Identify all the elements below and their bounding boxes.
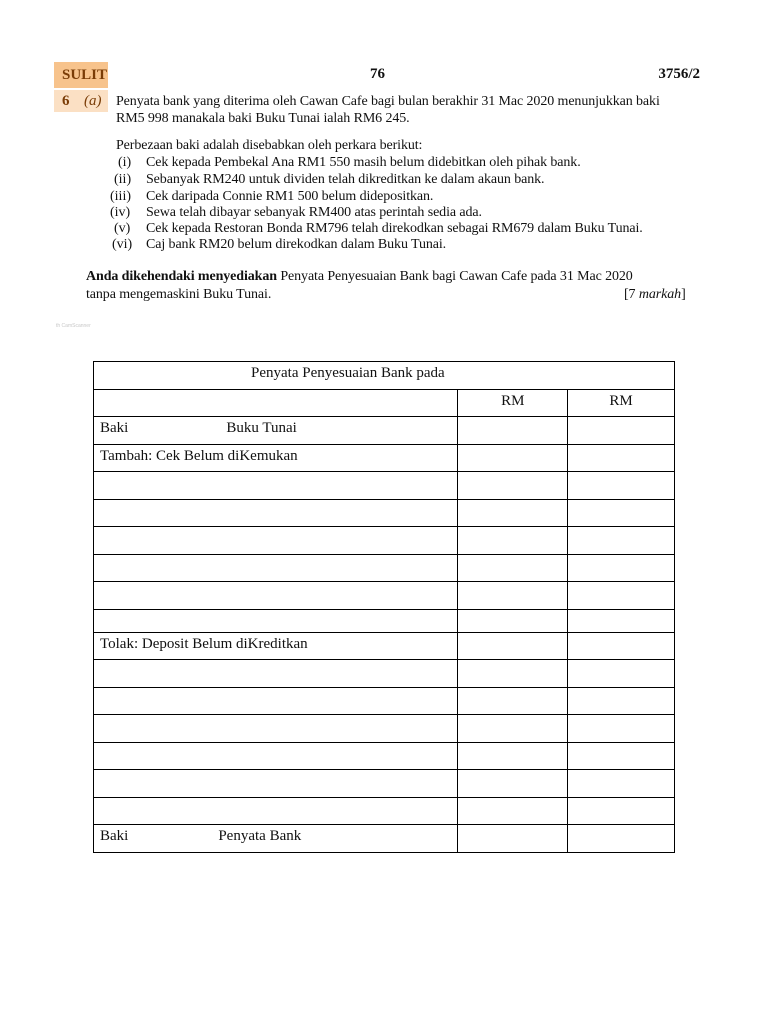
answer-cell[interactable] <box>458 770 568 798</box>
item-number: (vi) <box>112 237 133 252</box>
table-row <box>94 554 675 582</box>
item-text: Sebanyak RM240 untuk dividen telah dikreditkan ke dalam akaun bank. <box>146 172 545 187</box>
answer-cell[interactable] <box>458 472 568 500</box>
answer-cell[interactable] <box>458 715 568 743</box>
paper-code: 3756/2 <box>658 66 700 82</box>
answer-cell[interactable] <box>568 499 675 527</box>
answer-cell[interactable] <box>94 770 458 798</box>
baki-penyata-bank-label: Baki Penyata Bank <box>94 825 458 853</box>
table-header-row <box>94 389 675 417</box>
instruction-bold: Anda dikehendaki menyediakan <box>86 269 277 284</box>
answer-cell[interactable] <box>458 660 568 688</box>
table-row <box>94 687 675 715</box>
table-row-baki-penyata-bank <box>94 825 675 853</box>
page-number: 76 <box>370 66 385 82</box>
bank-reconciliation-table <box>93 361 675 853</box>
item-number: (v) <box>114 221 131 236</box>
answer-cell[interactable] <box>458 632 568 660</box>
answer-cell[interactable] <box>568 770 675 798</box>
item-text: Sewa telah dibayar sebanyak RM400 atas perintah sedia ada. <box>146 205 482 220</box>
tambah-label: Tambah: Cek Belum diKemukan <box>94 444 458 472</box>
answer-cell[interactable] <box>94 554 458 582</box>
item-number: (i) <box>118 155 132 170</box>
question-scan <box>54 60 704 350</box>
differences-heading: Perbezaan baki adalah disebabkan oleh perkara berikut: <box>116 138 423 153</box>
table-row-tambah <box>94 444 675 472</box>
table-title: Penyata Penyesuaian Bank pada <box>94 362 675 390</box>
table-row <box>94 797 675 825</box>
intro-line-2: RM5 998 manakala baki Buku Tunai ialah RM6 245. <box>116 111 410 126</box>
answer-cell[interactable] <box>568 687 675 715</box>
answer-cell[interactable] <box>568 609 675 632</box>
answer-cell[interactable] <box>458 417 568 445</box>
item-number: (ii) <box>114 172 132 187</box>
item-number: (iii) <box>110 189 131 204</box>
answer-cell[interactable] <box>568 472 675 500</box>
table-row <box>94 660 675 688</box>
table-row <box>94 472 675 500</box>
answer-cell[interactable] <box>458 797 568 825</box>
answer-cell[interactable] <box>94 527 458 555</box>
question-part: (a) <box>84 93 102 109</box>
answer-cell[interactable] <box>568 417 675 445</box>
answer-cell[interactable] <box>568 715 675 743</box>
answer-cell[interactable] <box>94 797 458 825</box>
answer-cell[interactable] <box>568 632 675 660</box>
item-text: Cek kepada Restoran Bonda RM796 telah direkodkan sebagai RM679 dalam Buku Tunai. <box>146 221 643 236</box>
answer-cell[interactable] <box>568 582 675 610</box>
table-row <box>94 609 675 632</box>
answer-cell[interactable] <box>94 715 458 743</box>
table-row <box>94 582 675 610</box>
column-header-rm: RM <box>568 389 675 417</box>
table-row <box>94 770 675 798</box>
instruction-line-2: tanpa mengemaskini Buku Tunai. <box>86 287 272 302</box>
table-row-tolak <box>94 632 675 660</box>
table-row <box>94 499 675 527</box>
instruction-rest: Penyata Penyesuaian Bank bagi Cawan Cafe pada 31 Mac 2020 <box>280 269 633 284</box>
scanner-watermark: th CamScanner <box>56 323 91 329</box>
tolak-label: Tolak: Deposit Belum diKreditkan <box>94 632 458 660</box>
baki-buku-tunai-label: Baki Buku Tunai <box>94 417 458 445</box>
table-row <box>94 715 675 743</box>
answer-cell[interactable] <box>94 660 458 688</box>
answer-cell[interactable] <box>94 582 458 610</box>
item-number: (iv) <box>110 205 131 220</box>
item-text: Cek daripada Connie RM1 500 belum didepositkan. <box>146 189 434 204</box>
intro-line-1: Penyata bank yang diterima oleh Cawan Cafe bagi bulan berakhir 31 Mac 2020 menunjukkan baki <box>116 94 660 109</box>
question-number: 6 <box>62 93 70 109</box>
answer-cell[interactable] <box>568 554 675 582</box>
answer-cell[interactable] <box>568 742 675 770</box>
sulit-label: SULIT <box>54 62 108 88</box>
answer-cell[interactable] <box>458 527 568 555</box>
answer-cell[interactable] <box>458 825 568 853</box>
header-blank-cell <box>94 389 458 417</box>
answer-cell[interactable] <box>458 554 568 582</box>
answer-cell[interactable] <box>458 582 568 610</box>
answer-cell[interactable] <box>94 609 458 632</box>
answer-cell[interactable] <box>458 687 568 715</box>
item-text: Cek kepada Pembekal Ana RM1 550 masih belum didebitkan oleh pihak bank. <box>146 155 581 170</box>
table-title-row <box>94 362 675 390</box>
answer-cell[interactable] <box>94 499 458 527</box>
answer-cell[interactable] <box>568 444 675 472</box>
table-row-baki-buku-tunai <box>94 417 675 445</box>
answer-cell[interactable] <box>94 687 458 715</box>
answer-cell[interactable] <box>568 527 675 555</box>
answer-cell[interactable] <box>94 472 458 500</box>
answer-cell[interactable] <box>458 742 568 770</box>
answer-cell[interactable] <box>568 797 675 825</box>
answer-cell[interactable] <box>458 609 568 632</box>
answer-cell[interactable] <box>568 660 675 688</box>
table-row <box>94 742 675 770</box>
table-row <box>94 527 675 555</box>
marks-label: [7 markah] <box>624 287 686 302</box>
answer-cell[interactable] <box>568 825 675 853</box>
answer-cell[interactable] <box>458 444 568 472</box>
answer-cell[interactable] <box>94 742 458 770</box>
column-header-rm: RM <box>458 389 568 417</box>
instruction-line-1 <box>86 269 690 285</box>
answer-cell[interactable] <box>458 499 568 527</box>
item-text: Caj bank RM20 belum direkodkan dalam Buku Tunai. <box>146 237 447 252</box>
